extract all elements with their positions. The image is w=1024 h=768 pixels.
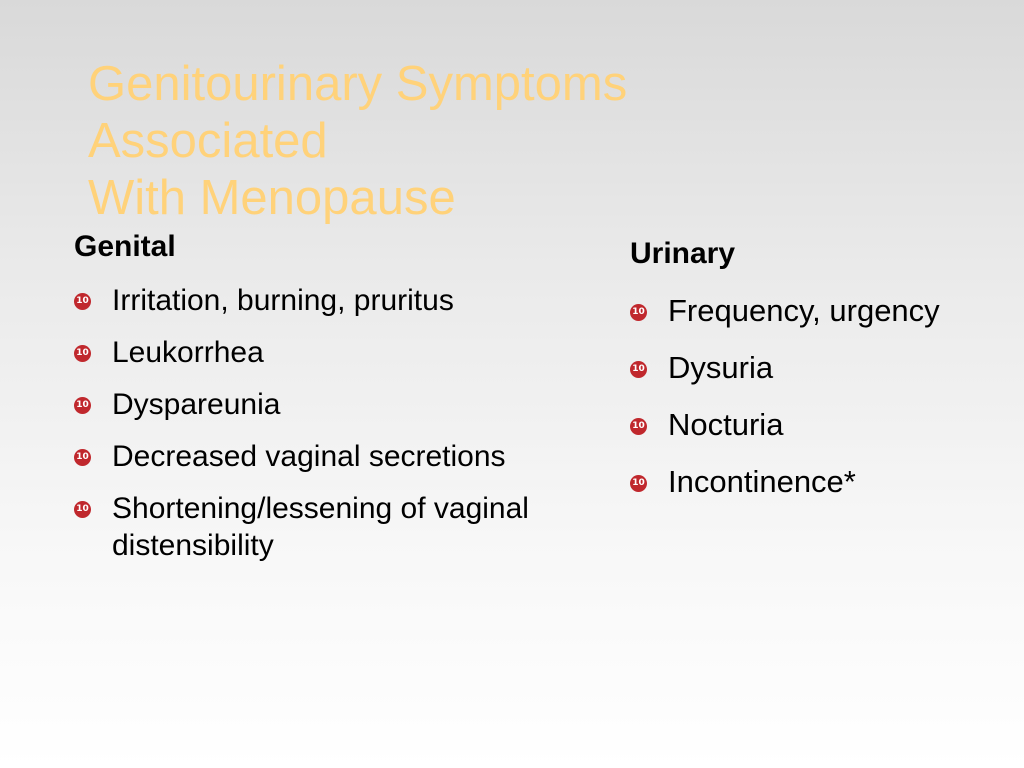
list-item-text: Decreased vaginal secretions: [112, 440, 506, 473]
bullet-icon: 10: [630, 304, 647, 321]
list-item-text: Shortening/lessening of vaginal distensibility: [112, 492, 529, 562]
list-item: [74, 334, 584, 371]
list-item: [630, 403, 960, 447]
urinary-list: [630, 289, 960, 504]
list-item: [74, 490, 584, 564]
title-line: Associated: [88, 114, 328, 168]
slide-title: [88, 56, 848, 227]
list-item-text: Nocturia: [668, 407, 784, 442]
list-item-text: Dysuria: [668, 350, 774, 385]
bullet-icon: 10: [630, 475, 647, 492]
genital-heading: Genital: [74, 230, 176, 263]
list-item: [630, 346, 960, 390]
title-line: With Menopause: [88, 171, 456, 225]
genital-column: [74, 228, 584, 579]
genital-list: [74, 282, 584, 564]
list-item: [630, 460, 960, 504]
bullet-icon: 10: [74, 293, 91, 310]
list-item: [74, 386, 584, 423]
list-item-text: Leukorrhea: [112, 336, 264, 369]
urinary-heading: Urinary: [630, 237, 736, 270]
bullet-icon: 10: [630, 418, 647, 435]
bullet-icon: 10: [74, 501, 91, 518]
list-item: [74, 282, 584, 319]
list-item-text: Dyspareunia: [112, 388, 281, 421]
bullet-icon: 10: [74, 449, 91, 466]
list-item: [74, 438, 584, 475]
bullet-icon: 10: [74, 345, 91, 362]
bullet-icon: 10: [74, 397, 91, 414]
list-item: [630, 289, 960, 333]
bullet-icon: 10: [630, 361, 647, 378]
list-item-text: Irritation, burning, pruritus: [112, 284, 454, 317]
list-item-text: Frequency, urgency: [668, 293, 940, 328]
title-line: Genitourinary Symptoms: [88, 57, 628, 111]
urinary-column: [630, 235, 960, 517]
list-item-text: Incontinence*: [668, 464, 856, 499]
